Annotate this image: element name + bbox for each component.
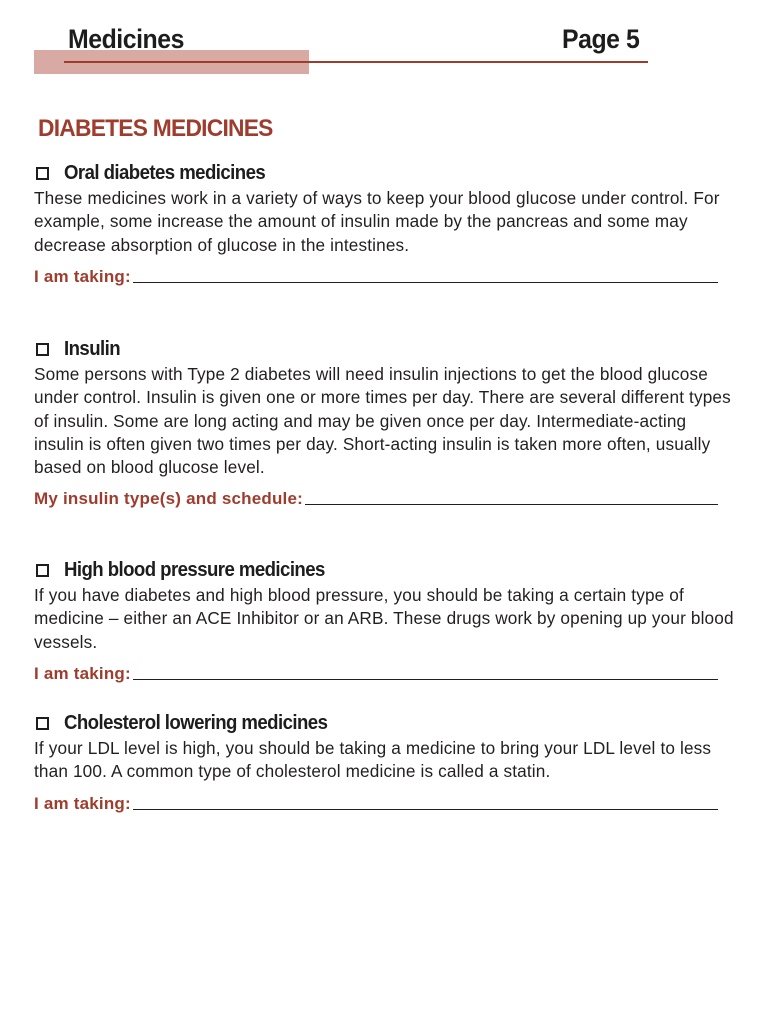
fill-in-blank[interactable] bbox=[133, 808, 718, 810]
fill-in-blank[interactable] bbox=[133, 281, 718, 283]
checkbox-insulin[interactable] bbox=[36, 343, 49, 356]
fill-line bbox=[34, 660, 718, 684]
checkbox-high-blood-pressure[interactable] bbox=[36, 564, 49, 577]
fill-label: My insulin type(s) and schedule: bbox=[34, 489, 303, 509]
section-head bbox=[34, 160, 734, 186]
section-body: If you have diabetes and high blood pressure, you should be taking a certain type of medicine – either an ACE Inhibitor or an ARB. These drugs work by opening up your blood vessels. bbox=[34, 585, 734, 652]
fill-label: I am taking: bbox=[34, 663, 131, 683]
section-title: Oral diabetes medicines bbox=[64, 161, 266, 184]
main-title: DIABETES MEDICINES bbox=[38, 115, 273, 142]
page-header bbox=[0, 0, 770, 80]
header-rule bbox=[64, 61, 648, 63]
section-title: Cholesterol lowering medicines bbox=[64, 711, 328, 734]
fill-in-blank[interactable] bbox=[305, 503, 718, 505]
section-oral-diabetes bbox=[34, 160, 734, 287]
fill-line bbox=[34, 263, 718, 287]
section-title: High blood pressure medicines bbox=[64, 558, 325, 581]
fill-line bbox=[34, 790, 718, 814]
checkbox-cholesterol[interactable] bbox=[36, 717, 49, 730]
section-cholesterol bbox=[34, 710, 734, 814]
fill-label: I am taking: bbox=[34, 266, 131, 286]
section-head bbox=[34, 710, 734, 736]
fill-in-blank[interactable] bbox=[133, 678, 718, 680]
page-number: Page 5 bbox=[562, 24, 640, 54]
fill-label: I am taking: bbox=[34, 793, 131, 813]
section-body: These medicines work in a variety of ways to keep your blood glucose under control. For example, some increase the amount of insulin made by the pancreas and some may decrease absorption of glucose in the intestines. bbox=[34, 188, 720, 255]
checkbox-oral-diabetes[interactable] bbox=[36, 167, 49, 180]
header-title: Medicines bbox=[68, 24, 184, 54]
fill-line bbox=[34, 485, 718, 509]
section-high-blood-pressure bbox=[34, 557, 734, 684]
section-body: If your LDL level is high, you should be taking a medicine to bring your LDL level to less than 100. A common type of cholesterol medicine is called a statin. bbox=[34, 738, 712, 782]
section-title: Insulin bbox=[64, 337, 121, 360]
section-insulin bbox=[34, 336, 734, 509]
section-body: Some persons with Type 2 diabetes will need insulin injections to get the blood glucose under control. Insulin is given one or more times per day. There are several different types of insulin. Some are long acting and may be given once per day. Intermediate-acting insulin is often given two times per day. Short-acting insulin is taken more often, usually based on blood glucose level. bbox=[34, 364, 731, 478]
section-head bbox=[34, 557, 734, 583]
section-head bbox=[34, 336, 734, 362]
